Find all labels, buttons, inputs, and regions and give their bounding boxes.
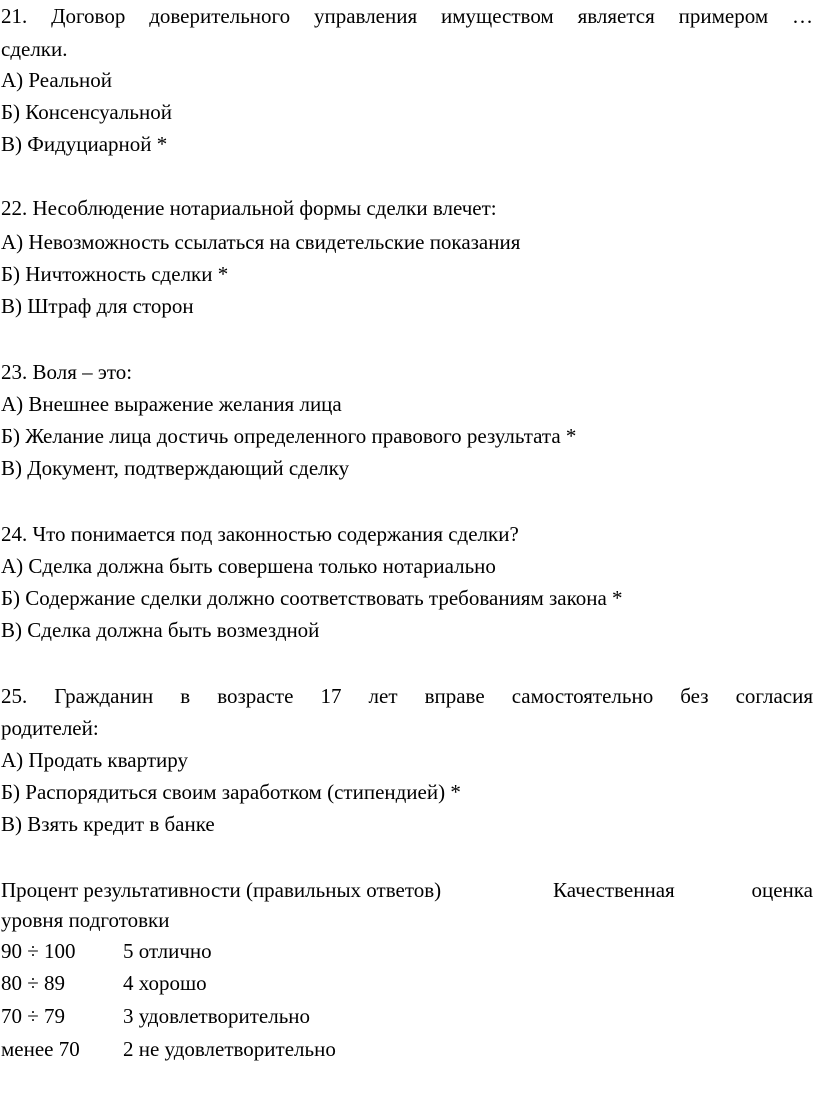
grading-range: менее 70 [1, 1037, 80, 1061]
grading-mark: 4 хорошо [123, 971, 207, 995]
question-25-text-line-1: 25. Гражданин в возрасте 17 лет вправе самостоятельно без согласия [1, 684, 813, 708]
question-23-option-c: В) Документ, подтверждающий сделку [1, 456, 350, 480]
grading-range: 90 ÷ 100 [1, 939, 76, 963]
grading-range: 70 ÷ 79 [1, 1004, 66, 1028]
grading-header [1, 874, 813, 907]
grading-header-quality: Качественная [553, 878, 675, 902]
question-25-text-line-2: родителей: [1, 716, 99, 740]
grading-mark: 2 не удовлетворительно [123, 1037, 336, 1061]
question-25-option-a: А) Продать квартиру [1, 748, 188, 772]
question-23-option-a: А) Внешнее выражение желания лица [1, 392, 342, 416]
grading-header-assessment: оценка [751, 878, 813, 902]
question-22-option-a: А) Невозможность ссылаться на свидетельские показания [1, 230, 521, 254]
question-21-text-line-1: 21. Договор доверительного управления имуществом является примером … [1, 4, 813, 28]
question-24-option-c: В) Сделка должна быть возмездной [1, 618, 320, 642]
question-21-text-line-2: сделки. [1, 37, 68, 61]
question-24-option-a: А) Сделка должна быть совершена только нотариально [1, 554, 496, 578]
question-22-text: 22. Несоблюдение нотариальной формы сделки влечет: [1, 196, 497, 220]
question-22-option-b: Б) Ничтожность сделки * [1, 262, 229, 286]
question-25-option-c: В) Взять кредит в банке [1, 812, 215, 836]
grading-mark: 5 отлично [123, 939, 212, 963]
question-21-option-a: А) Реальной [1, 68, 112, 92]
question-22-option-c: В) Штраф для сторон [1, 294, 194, 318]
question-24-option-b: Б) Содержание сделки должно соответствовать требованиям закона * [1, 586, 623, 610]
question-21-option-c: В) Фидуциарной * [1, 132, 168, 156]
grading-header-percent: Процент результативности (правильных ответов) [1, 878, 442, 902]
grading-range: 80 ÷ 89 [1, 971, 66, 995]
question-23-option-b: Б) Желание лица достичь определенного правового результата * [1, 424, 577, 448]
question-25-option-b: Б) Распорядиться своим заработком (стипендией) * [1, 780, 461, 804]
grading-mark: 3 удовлетворительно [123, 1004, 311, 1028]
grading-header-line-2: уровня подготовки [1, 908, 170, 932]
question-21-option-b: Б) Консенсуальной [1, 100, 172, 124]
question-24-text: 24. Что понимается под законностью содержания сделки? [1, 522, 519, 546]
question-23-text: 23. Воля – это: [1, 360, 133, 384]
